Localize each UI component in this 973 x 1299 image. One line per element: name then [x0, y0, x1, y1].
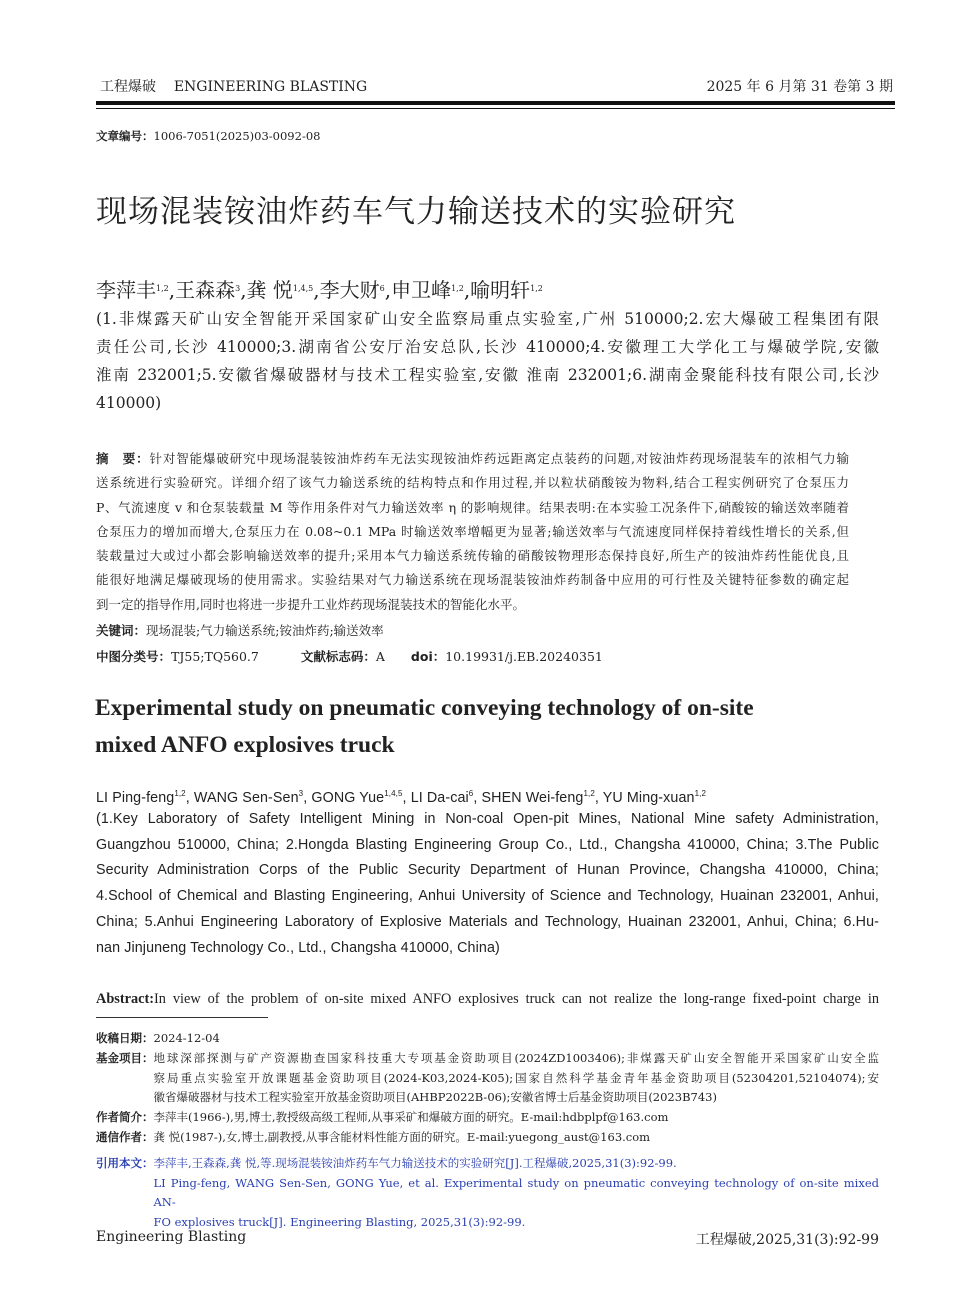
header-rule-thin	[96, 108, 895, 109]
footer-right: 工程爆破,2025,31(3):92-99	[695, 1232, 879, 1248]
author-affiliation-sup: 1,2	[174, 789, 186, 798]
title-en: Experimental study on pneumatic conveying technology of on-site mixed ANFO explosives truck	[95, 695, 754, 758]
journal-name-cn: 工程爆破	[100, 79, 156, 95]
author: YU Ming-xuan$^{1,2}$	[602, 789, 706, 806]
citation: 引用本文： 李萍丰,王森森,龚 悦,等.现场混装铵油炸药车气力输送技术的实验研究[J].工程爆破,2025,31(3):92-99. LI Ping-feng, WANG Sen-Sen, GONG Yue, et al. Experimental study on pneumatic conveying technology of on-site mixed AN- FO explosives truck[J]. Engineering Blasting, 2025,31(3):92-99.	[96, 1155, 879, 1230]
abstract-cn: 摘 要：针对智能爆破研究中现场混装铵油炸药车无法实现铵油炸药远距离定点装药的问题,对铵油炸药现场混装车的浓相气力输 送系统进行实验研究。详细介绍了该气力输送系统的结构特点和作用过程,并以粒状硝酸铵为物料,结合工程实例研究了仓泵压力 P、气流速度 v 和仓泵装载量 M 等作用条件对气力输送效率 η 的影响规律。结果表明:在本实验工况条件下,硝酸铵的输送效率随着 仓泵压力的增加而增大,仓泵压力在 0.08~0.1 MPa 时输送效率增幅更为显著;输送效率与气流速度同样保持着线性增长的关系,但 装载量过大或过小都会影响输送效率的提升;采用本气力输送系统传输的硝酸铵物理形态保持良好,所生产的铵油炸药性能优良,且 能很好地满足爆破现场的使用需求。实验结果对气力输送系统在现场混装铵油炸药制备中应用的可行性及关键特征参数的确定起 到一定的指导作用,同时也将进一步提升工业炸药现场混装技术的智能化水平。 关键词：现场混装;气力输送系统;铵油炸药;输送效率 中图分类号：TJ55;TQ560.7 文献标志码：A doi：10.19931/j.EB.20240351	[96, 447, 849, 670]
author-affiliation-sup: 6	[379, 284, 385, 293]
author-bio: 作者简介：李萍丰(1966-),男,博士,教授级高级工程师,从事采矿和爆破方面的研究。E-mail:hdbplpf@163.com	[96, 1110, 669, 1125]
keywords-cn: 关键词：现场混装;气力输送系统;铵油炸药;输送效率	[96, 623, 384, 639]
author-affiliation-sup: 1,2	[156, 284, 169, 293]
author: LI Da-cai$^6$	[410, 789, 474, 806]
authors-en: LI Ping-feng$^{1,2}$, WANG Sen-Sen$^3$, GONG Yue$^{1,4,5}$, LI Da-cai$^6$, SHEN Wei-feng$^{1,2}$, YU Ming-xuan$^{1,2}$	[96, 789, 706, 806]
author: 李大财$^6$	[319, 278, 385, 302]
affiliations-en: (1.Key Laboratory of Safety Intelligent Mining in Non-coal Open-pit Mines, National Mine safety Administration, Guangzhou 510000, China; 2.Hongda Blasting Engineering Group Co., Ltd., Changsha 410000, China; 3.The Public Security Administration Corps of the Public Security Department of Hunan Province, Changsha 410000, China; 4.School of Chemical and Blasting Engineering, Anhui University of Science and Technology, Huainan 232001, Anhui, China; 5.Anhui Engineering Laboratory of Explosive Materials and Technology, Huainan 232001, Anhui, China; 6.Hu- nan Jinjuneng Technology Co., Ltd., Changsha 410000, China)	[96, 811, 879, 956]
author: LI Ping-feng$^{1,2}$	[96, 789, 186, 806]
author: GONG Yue$^{1,4,5}$	[311, 789, 403, 806]
author-affiliation-sup: 1,2	[530, 284, 543, 293]
author: WANG Sen-Sen$^3$	[193, 789, 304, 806]
abstract-en: Abstract:In view of the problem of on-site mixed ANFO explosives truck can not realize the long-range fixed-point charge in	[96, 991, 879, 1007]
fund: 基金项目： 地球深部探测与矿产资源勘查国家科技重大专项基金资助项目(2024ZD1003406);非煤露天矿山安全智能开采国家矿山安全监 察局重点实验室开放课题基金资助项目(2024-K03,2024-K05);国家自然科学基金青年基金资助项目(52304201,52104074);安 徽省爆破器材与技术工程实验室开放基金资助项目(AHBP2022B-06);安徽省博士后基金资助项目(2023B743)	[96, 1050, 879, 1105]
author: 王森森$^3$	[175, 278, 241, 302]
author: 喻明轩$^{1,2}$	[470, 278, 543, 302]
author-affiliation-sup: 1,4,5	[384, 789, 403, 798]
author-affiliation-sup: 1,2	[694, 789, 706, 798]
footnote-rule	[96, 1017, 268, 1018]
authors-cn: 李萍丰$^{1,2}$,王森森$^3$,龚 悦$^{1,4,5}$,李大财$^6$,申卫峰$^{1,2}$,喻明轩$^{1,2}$	[96, 278, 543, 302]
author: 李萍丰$^{1,2}$	[96, 278, 169, 302]
author-affiliation-sup: 3	[235, 284, 241, 293]
classification: 中图分类号：TJ55;TQ560.7 文献标志码：A doi：10.19931/j.EB.20240351	[96, 649, 603, 665]
author: 申卫峰$^{1,2}$	[391, 278, 464, 302]
journal-header-left	[100, 76, 367, 96]
header-rule	[96, 101, 895, 105]
author-affiliation-sup: 1,4,5	[292, 284, 314, 293]
footnotes	[96, 1029, 879, 1233]
affiliations-cn: (1.非煤露天矿山安全智能开采国家矿山安全监察局重点实验室,广州 510000;2.宏大爆破工程集团有限 责任公司,长沙 410000;3.湖南省公安厅治安总队,长沙 410000;4.安徽理工大学化工与爆破学院,安徽 淮南 232001;5.安徽省爆破器材与技术工程实验室,安徽 淮南 232001;6.湖南金聚能科技有限公司,长沙 410000)	[96, 310, 879, 412]
author-affiliation-sup: 6	[468, 789, 474, 798]
corresponding-author: 通信作者：龚 悦(1987-),女,博士,副教授,从事含能材料性能方面的研究。E-mail:yuegong_aust@163.com	[96, 1129, 651, 1144]
issue-info: 2025 年 6 月第 31 卷第 3 期	[706, 79, 893, 95]
journal-name-en: ENGINEERING BLASTING	[173, 79, 368, 95]
author-affiliation-sup: 1,2	[583, 789, 595, 798]
author: 龚 悦$^{1,4,5}$	[246, 278, 314, 302]
author-affiliation-sup: 3	[298, 789, 304, 798]
article-number: 文章编号：1006-7051(2025)03-0092-08	[96, 129, 321, 143]
author-affiliation-sup: 1,2	[451, 284, 464, 293]
footer-left: Engineering Blasting	[96, 1229, 247, 1245]
received-date: 收稿日期：2024-12-04	[96, 1031, 220, 1045]
title-cn: 现场混装铵油炸药车气力输送技术的实验研究	[96, 194, 736, 230]
author: SHEN Wei-feng$^{1,2}$	[481, 789, 595, 806]
